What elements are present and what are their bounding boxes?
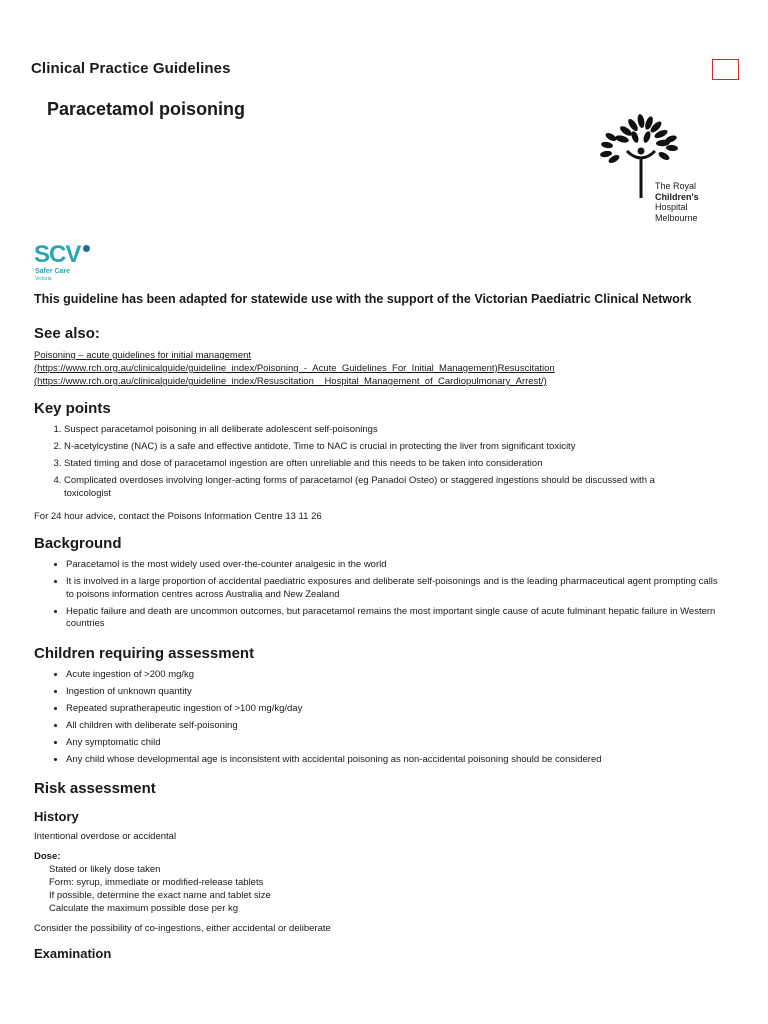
dose-label: Dose: [34,851,61,862]
list-item: • Hepatic failure and death are uncommon outcomes, but paracetamol remains the most important single cause of acute fulminant hepatic failure in Western countries [66,606,724,631]
site-title[interactable]: Clinical Practice Guidelines [31,60,231,77]
scv-logo [34,243,94,287]
background-list [34,559,724,635]
see-also-link[interactable]: Poisoning – acute guidelines for initial management [34,350,252,361]
list-item: 1. Suspect paracetamol poisoning in all deliberate adolescent self-poisonings [64,424,724,437]
scv-mark: SCV [34,241,81,268]
dose-line: If possible, determine the exact name and tablet size [49,890,271,901]
menu-box-icon[interactable] [712,59,739,80]
background-heading: Background [34,535,122,552]
list-item: 4. Complicated overdoses involving longer-acting forms of paracetamol (eg Panadol Osteo) or staggered ingestions should be discussed with a toxicologist [64,475,724,500]
list-item: • Ingestion of unknown quantity [66,686,724,699]
rch-logo-text [655,181,699,223]
dose-lines [34,863,271,915]
dose-line: Calculate the maximum possible dose per kg [49,903,239,914]
list-item: • Any child whose developmental age is inconsistent with accidental poisoning as non-accidental poisoning should be considered [66,754,724,767]
list-item: • All children with deliberate self-poisoning [66,720,724,733]
rch-logo-line: Hospital [655,202,688,212]
dot-icon [83,245,90,252]
dose-line: Stated or likely dose taken [49,864,161,875]
children-assessment-list [34,669,724,772]
rch-logo-line: Children's [655,191,699,202]
see-also-links [34,349,555,388]
scv-sub: Victoria [35,276,52,282]
rch-logo-line: The Royal [655,181,697,191]
list-item: 3. Stated timing and dose of paracetamol ingestion are often unreliable and this needs to be taken into consideration [64,458,724,471]
see-also-heading: See also: [34,325,100,342]
history-heading: History [34,809,79,824]
scv-tagline: Safer Care [35,268,71,275]
children-assessment-heading: Children requiring assessment [34,645,255,662]
list-item: • Paracetamol is the most widely used over-the-counter analgesic in the world [66,559,724,572]
list-item: 2. N-acetylcystine (NAC) is a safe and effective antidote. Time to NAC is crucial in protecting the liver from significant toxicity [64,441,724,454]
see-also-link[interactable]: (https://www.rch.org.au/clinicalguide/guideline_index/Poisoning_-_Acute_Guidelines_For_Initial_Management)Resuscitation [34,363,555,374]
history-text: Intentional overdose or accidental [34,831,177,842]
key-points-list [34,424,724,505]
list-item: • It is involved in a large proportion of accidental paediatric exposures and deliberate self-poisonings and is the leading pharmaceutical agent prompting calls to poisons information centres across Australia and New Zealand [66,576,724,601]
list-item: • Repeated supratherapeutic ingestion of >100 mg/kg/day [66,703,724,716]
adapted-note: This guideline has been adapted for statewide use with the support of the Victorian Paediatric Clinical Network [34,292,692,306]
page-title: Paracetamol poisoning [47,99,246,119]
see-also-link[interactable]: (https://www.rch.org.au/clinicalguide/guideline_index/Resuscitation__Hospital_Management_of_Cardiopulmonary_Arrest/) [34,376,547,387]
key-points-heading: Key points [34,400,111,417]
dose-line: Form: syrup, immediate or modified-release tablets [49,877,264,888]
risk-assessment-heading: Risk assessment [34,780,156,797]
rch-logo-line: Melbourne [655,212,698,223]
coingestion-note: Consider the possibility of co-ingestions, either accidental or deliberate [34,923,331,934]
list-item: • Acute ingestion of >200 mg/kg [66,669,724,682]
list-item: • Any symptomatic child [66,737,724,750]
examination-heading: Examination [34,946,112,961]
poisons-advice: For 24 hour advice, contact the Poisons Information Centre 13 11 26 [34,511,322,522]
